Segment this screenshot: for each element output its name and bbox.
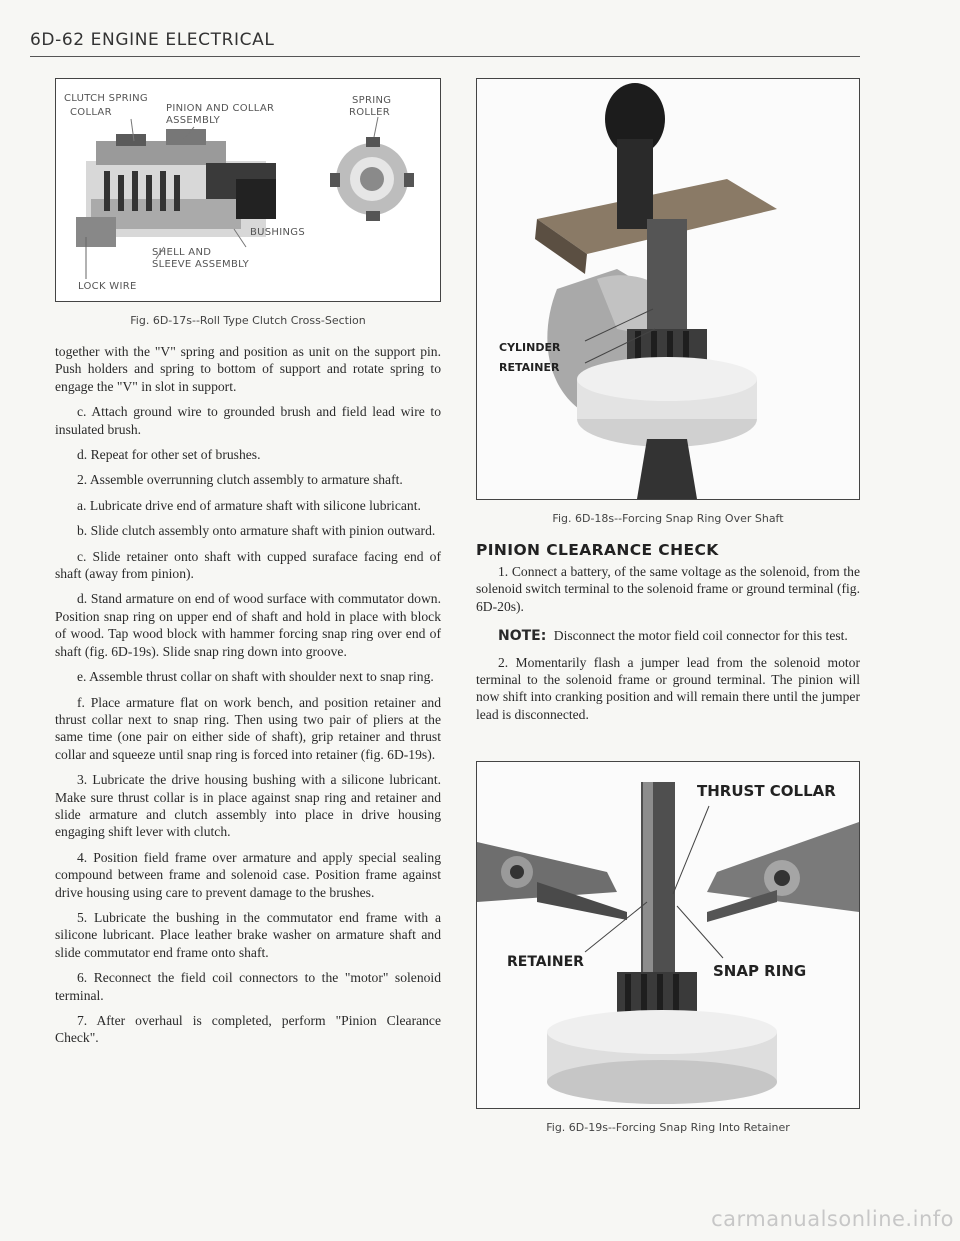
paragraph: d. Stand armature on end of wood surface with commutator down. Position snap ring on upper end of shaft and hold in place with block of wood. Tap wood block with hammer forcing snap ring over end of shaft (fig. 6D-19s). Slide snap ring down into groove. [55,591,441,659]
watermark: carmanualsonline.info [711,1207,954,1231]
label-thrust-collar: THRUST COLLAR [697,782,836,801]
label-pinion-collar-1: PINION AND COLLAR [166,103,275,114]
paragraph: b. Slide clutch assembly onto armature shaft with pinion outward. [77,523,436,539]
note-block [498,627,860,645]
right-column [476,78,860,1150]
paragraph: f. Place armature flat on work bench, and position retainer and thrust collar next to snap ring. Then using two pair of pliers at the same time (one pair on either side of shaft), grip retainer and thrust collar and squeeze until snap ring is forced into retainer (fig. 6D-19s). [55,694,441,762]
caption-6d-17s: Fig. 6D-17s--Roll Type Clutch Cross-Section [130,314,366,327]
paragraph: 5. Lubricate the bushing in the commutator end frame with a silicone lubricant. Place leather brake washer on armature shaft and slide commutator end frame onto shaft. [55,909,441,960]
note-label: NOTE: [498,628,547,645]
paragraph: d. Repeat for other set of brushes. [77,447,261,463]
left-body-text [55,343,441,1047]
paragraph: 1. Connect a battery, of the same voltage as the solenoid, from the solenoid switch terminal to the solenoid frame or ground terminal (fig. 6D-20s). [476,564,860,614]
caption-6d-18s: Fig. 6D-18s--Forcing Snap Ring Over Shaft [552,512,784,525]
label-clutch-spring: CLUTCH SPRING [64,93,148,104]
paragraph: together with the "V" spring and position as unit on the support pin. Push holders and spring to bottom of support and rotate spring to engage the "V" in slot in support. [55,344,441,394]
pliers-retainer-photo [477,762,859,1108]
right-body-text [476,563,860,723]
label-retainer: RETAINER [499,361,560,374]
paragraph: 3. Lubricate the drive housing bushing with a silicone lubricant. Make sure thrust collar is in place against snap ring and retainer and slide armature and clutch assembly into place in drive housing engaging shift lever with clutch. [55,772,441,840]
paragraph: e. Assemble thrust collar on shaft with shoulder next to snap ring. [77,669,434,685]
paragraph: 2. Momentarily flash a jumper lead from the solenoid motor terminal to the solenoid frame or ground terminal. The pinion will now shift into cranking position and will remain there until the jumper lead is disconnected. [476,654,860,722]
figure-6d-19s [476,761,860,1109]
label-cylinder: CYLINDER [499,341,561,354]
paragraph: 7. After overhaul is completed, perform "Pinion Clearance Check". [55,1013,441,1046]
figure-6d-17s [55,78,441,302]
note-text: Disconnect the motor field coil connector for this test. [553,628,848,644]
caption-6d-19s: Fig. 6D-19s--Forcing Snap Ring Into Retainer [546,1121,790,1135]
paragraph: c. Slide retainer onto shaft with cupped suraface facing end of shaft (away from pinion). [55,548,441,582]
paragraph: c. Attach ground wire to grounded brush and field lead wire to insulated brush. [55,404,441,437]
figure-6d-18s [476,78,860,500]
label-retainer-19: RETAINER [507,954,584,971]
paragraph: 4. Position field frame over armature and apply special sealing compound between frame and solenoid case. Position frame against drive housing using care to prevent damage to the brushes. [55,849,441,900]
label-shell-1: SHELL AND [152,247,212,258]
label-roller: ROLLER [349,107,391,118]
label-collar: COLLAR [70,107,112,118]
section-heading: PINION CLEARANCE CHECK [476,541,719,559]
left-column [55,78,441,1055]
paragraph: a. Lubricate drive end of armature shaft with silicone lubricant. [77,497,421,513]
label-bushings: BUSHINGS [250,227,305,238]
paragraph: 6. Reconnect the field coil connectors to the "motor" solenoid terminal. [55,970,441,1003]
label-shell-2: SLEEVE ASSEMBLY [152,259,250,270]
label-spring: SPRING [352,95,392,106]
paragraph: 2. Assemble overrunning clutch assembly to armature shaft. [77,472,403,488]
label-lock-wire: LOCK WIRE [78,281,137,292]
label-snap-ring: SNAP RING [713,962,807,981]
label-pinion-collar-2: ASSEMBLY [166,115,221,126]
page-header: 6D-62 ENGINE ELECTRICAL [30,30,860,57]
hammer-snap-ring-photo [477,79,859,499]
